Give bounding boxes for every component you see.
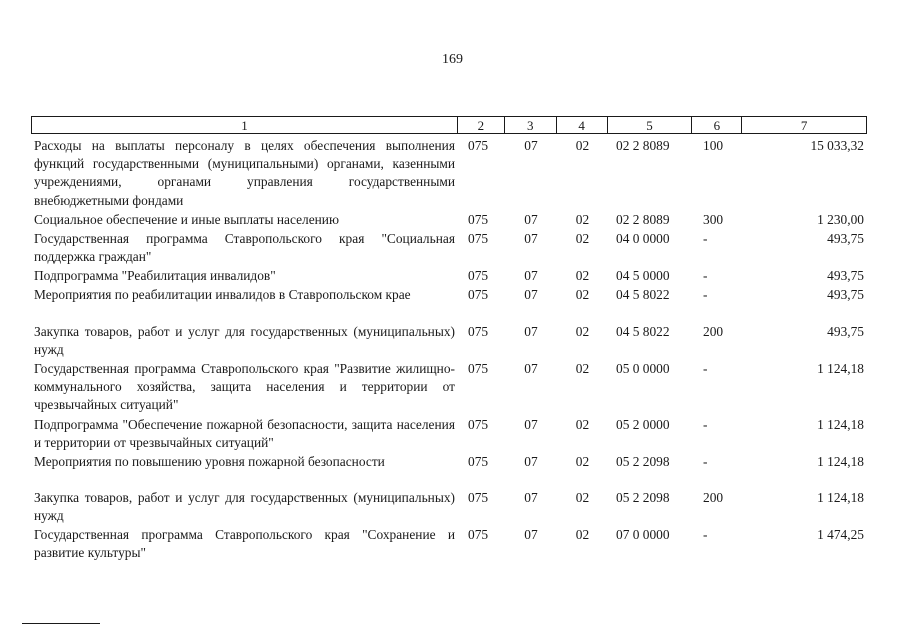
- table-row: [31, 526, 867, 562]
- row-code-section: 07: [524, 287, 538, 302]
- row-code-expense-type: 300: [703, 212, 724, 227]
- row-code-section: 07: [524, 527, 538, 542]
- row-name: Мероприятия по реабилитации инвалидов в Ставропольском крае: [34, 287, 411, 302]
- header-col-7: 7: [800, 118, 808, 133]
- row-name: Закупка товаров, работ и услуг для государственных (муниципальных) нужд: [34, 490, 455, 524]
- row-code-expense-type: 100: [703, 138, 724, 153]
- row-code-expense-type: -: [703, 417, 708, 432]
- row-code-target: 04 5 8022: [616, 324, 670, 339]
- budget-table: [31, 116, 867, 561]
- table-row: [31, 416, 867, 452]
- header-col-1: 1: [32, 117, 458, 133]
- row-code-section: 07: [524, 361, 538, 376]
- row-name: Мероприятия по повышению уровня пожарной безопасности: [34, 454, 385, 469]
- row-code-ministry: 075: [468, 454, 489, 469]
- row-code-ministry: 075: [468, 490, 489, 505]
- row-code-subsection: 02: [575, 231, 590, 246]
- row-code-expense-type: -: [703, 231, 708, 246]
- header-col-6: 6: [692, 117, 742, 133]
- row-name: Социальное обеспечение и иные выплаты населению: [34, 212, 339, 227]
- row-name: Подпрограмма "Реабилитация инвалидов": [34, 268, 276, 283]
- row-code-target: 02 2 8089: [616, 138, 670, 153]
- table-header: [31, 116, 867, 134]
- row-name: Расходы на выплаты персоналу в целях обеспечения выполнения функций государственными (муниципальными) органами, казенными учреждениями, органами управления государственными внебюджетными фондами: [34, 138, 455, 208]
- row-code-subsection: 02: [575, 212, 590, 227]
- row-amount: 1 474,25: [817, 527, 864, 542]
- row-amount: 493,75: [827, 268, 864, 283]
- row-code-subsection: 02: [575, 324, 590, 339]
- header-col-2: 2: [458, 117, 505, 133]
- table-row: [31, 137, 867, 210]
- row-code-target: 02 2 8089: [616, 212, 670, 227]
- table-row: [31, 453, 867, 471]
- row-amount: 493,75: [827, 324, 864, 339]
- row-code-expense-type: 200: [703, 324, 724, 339]
- table-row: [31, 286, 867, 304]
- row-code-subsection: 02: [575, 417, 590, 432]
- table-row: [31, 323, 867, 359]
- row-name: Государственная программа Ставропольского края "Социальная поддержка граждан": [34, 231, 455, 265]
- row-code-target: 04 5 8022: [616, 287, 670, 302]
- row-amount: 15 033,32: [810, 138, 864, 153]
- row-code-target: 05 2 0000: [616, 417, 670, 432]
- row-code-ministry: 075: [468, 287, 489, 302]
- row-amount: 493,75: [827, 231, 864, 246]
- row-code-target: 04 0 0000: [616, 231, 670, 246]
- row-code-section: 07: [524, 417, 538, 432]
- row-code-ministry: 075: [468, 212, 489, 227]
- row-code-section: 07: [524, 212, 538, 227]
- row-name: Закупка товаров, работ и услуг для государственных (муниципальных) нужд: [34, 324, 455, 358]
- table-row: [31, 489, 867, 525]
- row-code-ministry: 075: [468, 527, 489, 542]
- row-code-subsection: 02: [575, 268, 590, 283]
- table-row: [31, 211, 867, 229]
- row-name: Государственная программа Ставропольского края "Развитие жилищно-коммунального хозяйства, защита населения и территории от чрезвычайных ситуаций": [34, 361, 455, 413]
- row-amount: 1 230,00: [817, 212, 864, 227]
- row-code-section: 07: [524, 231, 538, 246]
- row-code-ministry: 075: [468, 417, 489, 432]
- row-amount: 1 124,18: [817, 361, 864, 376]
- row-code-subsection: 02: [575, 287, 590, 302]
- row-amount: 1 124,18: [817, 417, 864, 432]
- table-row: [31, 230, 867, 266]
- row-amount: 1 124,18: [817, 454, 864, 469]
- row-name: Подпрограмма "Обеспечение пожарной безопасности, защита населения и территории от чрезвычайных ситуаций": [34, 417, 455, 451]
- row-code-subsection: 02: [575, 527, 590, 542]
- row-code-subsection: 02: [575, 490, 590, 505]
- row-code-section: 07: [524, 268, 538, 283]
- row-code-expense-type: 200: [703, 490, 724, 505]
- row-code-expense-type: -: [703, 268, 708, 283]
- row-amount: 1 124,18: [817, 490, 864, 505]
- row-code-ministry: 075: [468, 361, 489, 376]
- header-col-5: 5: [608, 117, 693, 133]
- row-code-subsection: 02: [575, 361, 590, 376]
- header-col-3: 3: [505, 117, 557, 133]
- footnote-separator: [22, 623, 100, 624]
- row-code-ministry: 075: [468, 138, 489, 153]
- row-code-subsection: 02: [575, 138, 590, 153]
- row-code-section: 07: [524, 138, 538, 153]
- table-row: [31, 267, 867, 285]
- row-code-subsection: 02: [575, 454, 590, 469]
- page-number: 169: [442, 52, 463, 67]
- header-col-4: 4: [557, 117, 608, 133]
- row-amount: 493,75: [827, 287, 864, 302]
- row-code-target: 05 0 0000: [616, 361, 670, 376]
- row-code-ministry: 075: [468, 268, 489, 283]
- row-code-target: 07 0 0000: [616, 527, 670, 542]
- row-code-section: 07: [524, 324, 538, 339]
- row-code-target: 05 2 2098: [616, 490, 670, 505]
- row-name: Государственная программа Ставропольского края "Сохранение и развитие культуры": [34, 527, 455, 561]
- table-row: [31, 360, 867, 415]
- row-code-section: 07: [524, 454, 538, 469]
- row-code-section: 07: [524, 490, 538, 505]
- row-code-expense-type: -: [703, 361, 708, 376]
- row-code-expense-type: -: [703, 454, 708, 469]
- row-code-target: 05 2 2098: [616, 454, 670, 469]
- row-code-ministry: 075: [468, 324, 489, 339]
- row-code-expense-type: -: [703, 527, 708, 542]
- row-code-ministry: 075: [468, 231, 489, 246]
- row-code-expense-type: -: [703, 287, 708, 302]
- row-code-target: 04 5 0000: [616, 268, 670, 283]
